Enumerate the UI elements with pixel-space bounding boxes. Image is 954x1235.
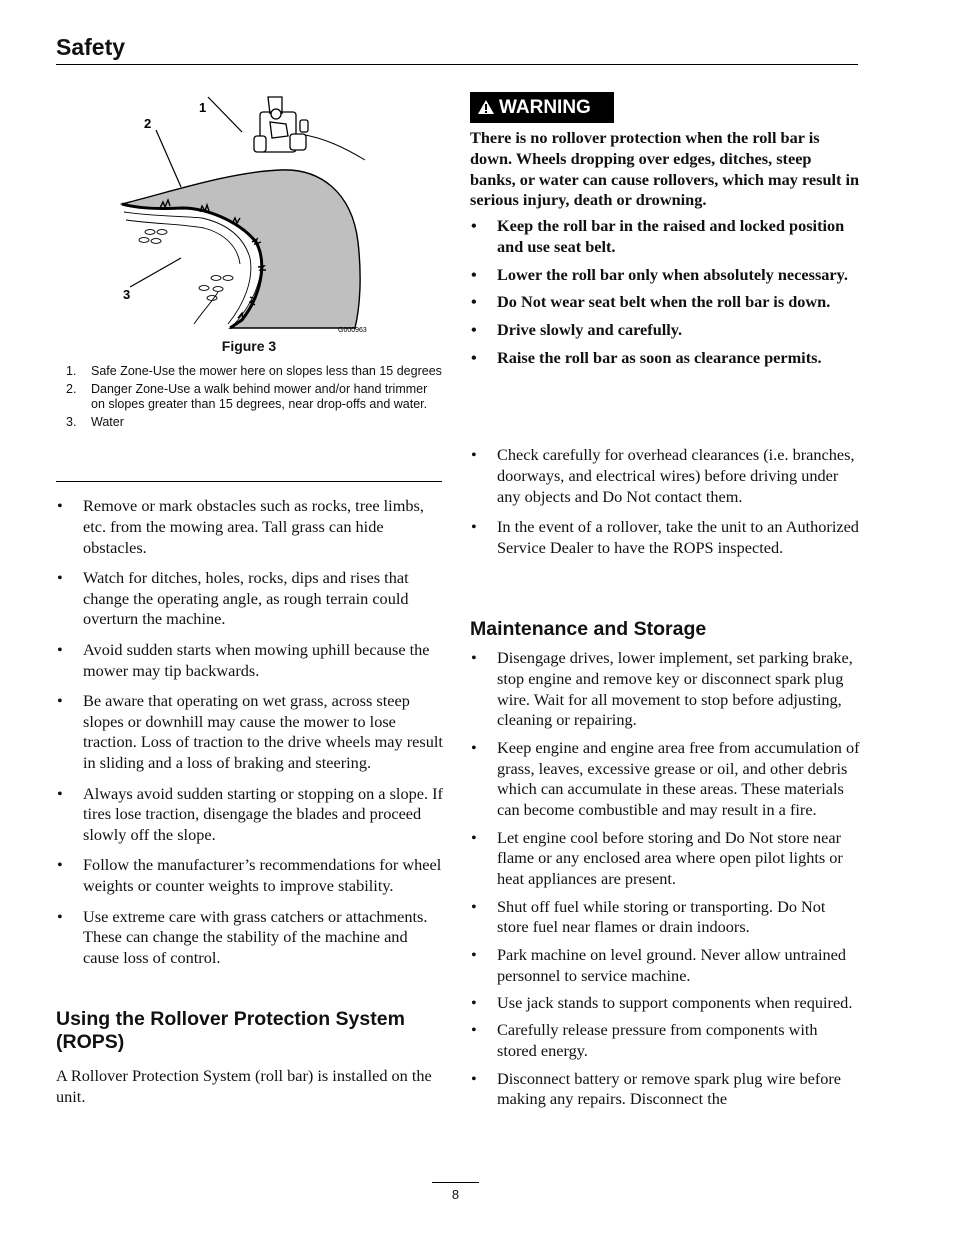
list-item: • Lower the roll bar only when absolutely necessary. (471, 264, 848, 284)
legend-number: 2. (66, 381, 77, 396)
maintenance-heading: Maintenance and Storage (470, 618, 707, 640)
list-item: • Check carefully for overhead clearances (i.e. branches, doorways, and electrical wires) before driving under any objects and Do Not contact them. (471, 445, 855, 506)
legend-text: Danger Zone-Use a walk behind mower and/or hand trimmer on slopes greater than 15 degrees, near drop-offs and water. (91, 381, 428, 412)
list-item: • Follow the manufacturer’s recommendations for wheel weights or counter weights to improve stability. (57, 855, 442, 896)
warning-badge (470, 92, 614, 123)
rops-description: A Rollover Protection System (roll bar) is installed on the unit. (56, 1066, 432, 1106)
list-item: • Disengage drives, lower implement, set parking brake, stop engine and remove key or disconnect spark plug wire. Wait for all movement to stop before adjusting, cleaning or repairing. (471, 648, 853, 730)
rops-list (470, 445, 860, 568)
warning-list (470, 216, 860, 376)
riding-mower-icon (254, 97, 308, 152)
legend-text: Safe Zone-Use the mower here on slopes less than 15 degrees (91, 364, 442, 378)
list-item: • Drive slowly and carefully. (471, 320, 683, 340)
list-item: • Shut off fuel while storing or transporting. Do Not store fuel near flames or drain indoors. (471, 896, 826, 937)
legend-item (56, 415, 442, 431)
list-item: • Do Not wear seat belt when the roll bar is down. (471, 292, 831, 312)
maintenance-list (470, 648, 860, 1117)
list-item: • Disconnect battery or remove spark plug wire before making any repairs. Disconnect the (471, 1068, 842, 1109)
list-item: • Keep the roll bar in the raised and locked position and use seat belt. (471, 216, 845, 256)
warning-label: WARNING (499, 97, 591, 118)
figure-caption: Figure 3 (221, 338, 277, 354)
legend-number: 3. (66, 415, 77, 430)
title-divider (56, 64, 858, 65)
legend-item (56, 382, 442, 413)
rops-heading: Using the Rollover Protection System (ROPS) (56, 1008, 405, 1053)
list-item: • Watch for ditches, holes, rocks, dips and rises that change the operating angle, as rough terrain could overturn the machine. (57, 567, 409, 629)
footer-divider (432, 1182, 479, 1183)
slope-safety-list (56, 496, 446, 978)
callout-3: 3 (123, 287, 131, 302)
legend-item (56, 364, 442, 380)
list-item: • Raise the roll bar as soon as clearance permits. (471, 347, 822, 367)
warning-text: There is no rollover protection when the roll bar is down. Wheels dropping over edges, ditches, steep banks, or water can cause rollovers, which may result in serious injury, death or drowning. (470, 128, 860, 210)
legend-divider (56, 481, 442, 482)
drawing-code: G000963 (338, 327, 367, 334)
legend-text: Water (91, 415, 124, 430)
list-item: • Use jack stands to support components when required. (471, 992, 853, 1012)
figure-legend (56, 364, 442, 433)
callout-1: 1 (199, 100, 207, 115)
page-title: Safety (56, 34, 126, 60)
page-number: 8 (451, 1187, 460, 1202)
slope-safety-figure (120, 92, 380, 337)
list-item: • Always avoid sudden starting or stopping on a slope. If tires lose traction, disengage the blades and proceed slowly off the slope. (57, 783, 443, 845)
list-item: • Keep engine and engine area free from accumulation of grass, leaves, excessive grease or oil, and other debris which can accumulate in these areas. These materials can become combustible and may result in a fire. (471, 737, 860, 820)
list-item: • Remove or mark obstacles such as rocks, tree limbs, etc. from the mowing area. Tall grass can hide obstacles. (57, 496, 424, 557)
list-item: • Park machine on level ground. Never allow untrained personnel to service machine. (471, 944, 847, 985)
list-item: • Be aware that operating on wet grass, across steep slopes or downhill may cause the mower to lose traction. Loss of traction to the drive wheels may result in sliding and a loss of braking and steering. (57, 690, 443, 773)
callout-2: 2 (144, 116, 152, 131)
list-item: • Carefully release pressure from components with stored energy. (471, 1020, 818, 1061)
legend-number: 1. (66, 364, 77, 378)
list-item: • Use extreme care with grass catchers or attachments. These can change the stability of the machine and cause loss of control. (57, 906, 428, 968)
list-item: • Let engine cool before storing and Do Not store near flame or any enclosed area where open pilot lights or heat appliances are present. (471, 827, 843, 889)
list-item: • Avoid sudden starts when mowing uphill because the mower may tip backwards. (57, 639, 430, 680)
warning-triangle-icon (477, 99, 495, 115)
list-item: • In the event of a rollover, take the unit to an Authorized Service Dealer to have the ROPS inspected. (471, 516, 859, 557)
